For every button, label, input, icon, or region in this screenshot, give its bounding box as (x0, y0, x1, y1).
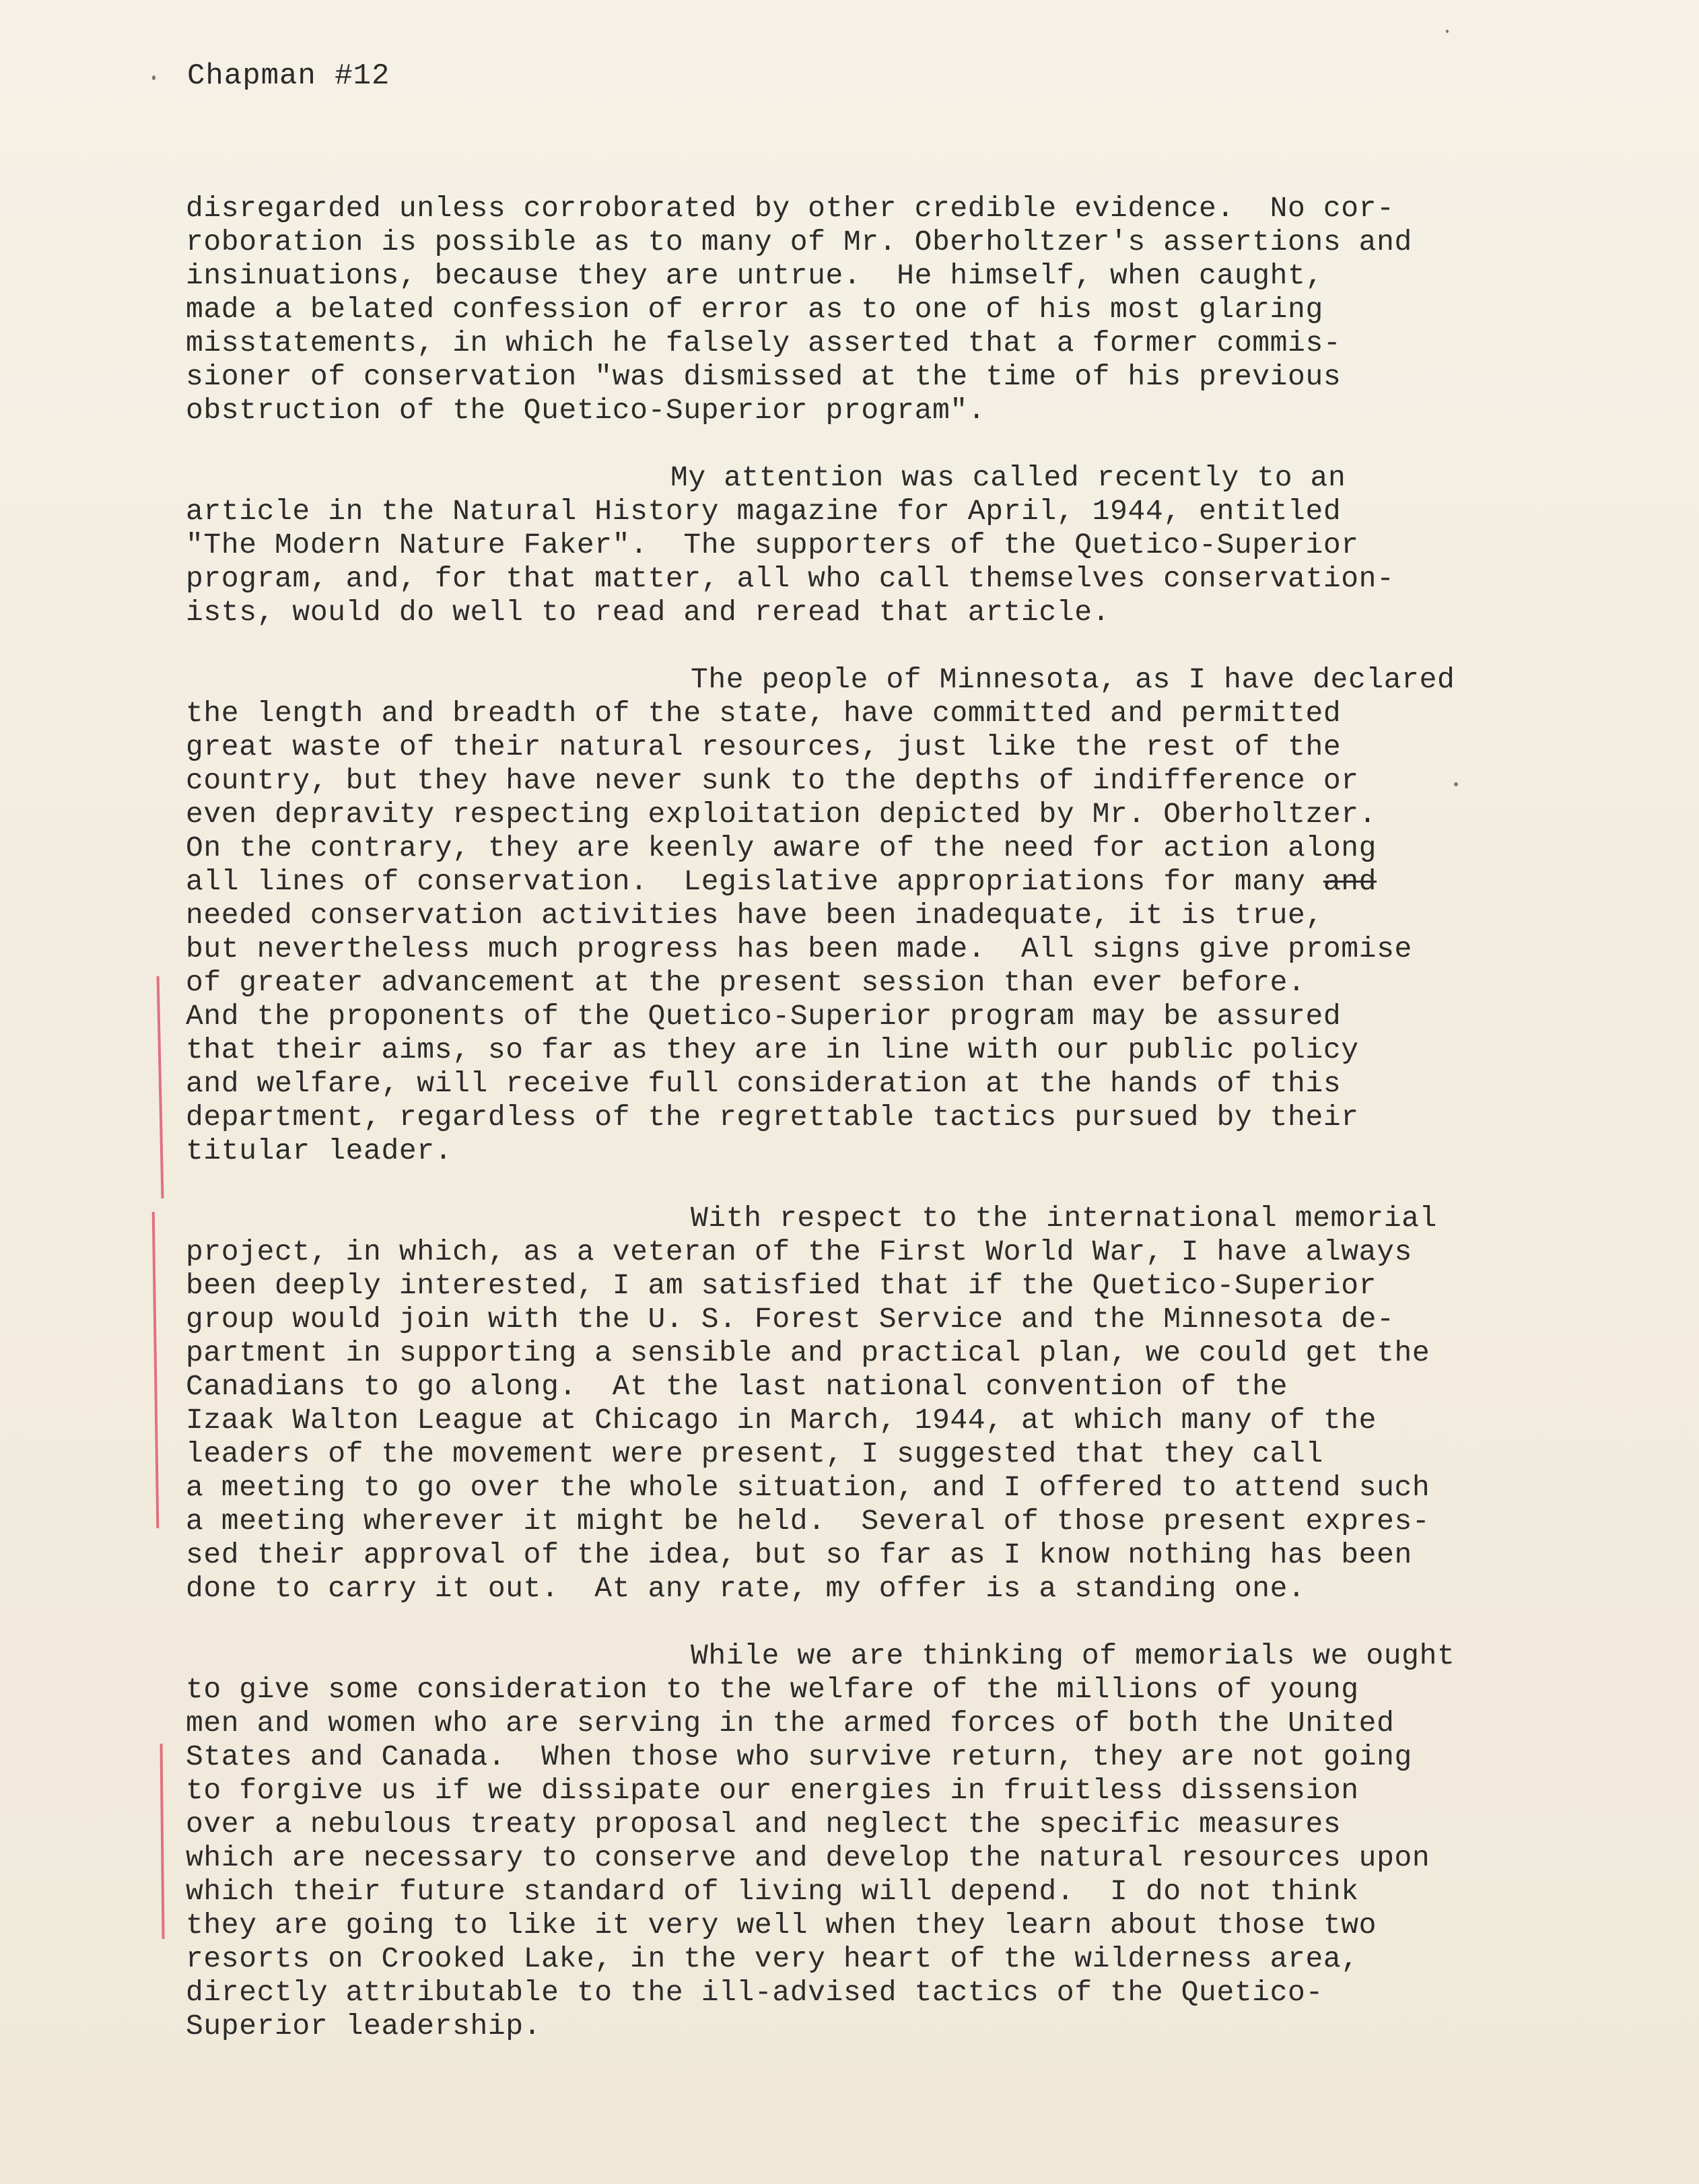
text-line: department, regardless of the regrettable tactics pursued by their (186, 1101, 1359, 1134)
text-line: And the proponents of the Quetico-Superior program may be assured (186, 1000, 1342, 1033)
text-line: misstatements, in which he falsely asserted that a former commis- (186, 327, 1342, 360)
text-line: to forgive us if we dissipate our energies in fruitless dissension (186, 1774, 1359, 1807)
paragraph-gap (186, 629, 1626, 663)
text-line-with-strike (186, 865, 1626, 899)
text-line: even depravity respecting exploitation depicted by Mr. Oberholtzer. (186, 798, 1377, 831)
text-line: a meeting wherever it might be held. Several of those present expres- (186, 1505, 1430, 1538)
text-line: My attention was called recently to an (670, 461, 1346, 494)
text-line: great waste of their natural resources, just like the rest of the (186, 730, 1342, 763)
paper-speck (1446, 30, 1449, 33)
paragraph (186, 663, 1626, 1168)
text-line: country, but they have never sunk to the depths of indifference or (186, 764, 1359, 797)
text-line: directly attributable to the ill-advised tactics of the Quetico- (186, 1976, 1323, 2009)
text-line: a meeting to go over the whole situation, and I offered to attend such (186, 1471, 1430, 1504)
text-line: done to carry it out. At any rate, my offer is a standing one. (186, 1572, 1306, 1605)
text-line: ists, would do well to read and reread that article. (186, 596, 1111, 629)
text-line: sed their approval of the idea, but so far as I know nothing has been (186, 1538, 1412, 1571)
text-line: resorts on Crooked Lake, in the very heart of the wilderness area, (186, 1942, 1359, 1975)
text-line: program, and, for that matter, all who call themselves conservation- (186, 562, 1395, 595)
paragraph-gap (186, 1606, 1626, 1639)
text-line: to give some consideration to the welfare of the millions of young (186, 1673, 1359, 1706)
text-line: Superior leadership. (186, 2010, 542, 2043)
text-line: they are going to like it very well when they learn about those two (186, 1909, 1377, 1942)
text-line: over a nebulous treaty proposal and neglect the specific measures (186, 1808, 1342, 1841)
paragraph (186, 1639, 1626, 2043)
paper-speck (152, 75, 155, 80)
text-line: men and women who are serving in the armed forces of both the United (186, 1707, 1395, 1740)
text-line: but nevertheless much progress has been made. All signs give promise (186, 932, 1412, 965)
text-line: With respect to the international memorial (691, 1202, 1437, 1235)
text-line: obstruction of the Quetico-Superior program". (186, 394, 986, 427)
paragraph-gap (186, 1168, 1626, 1202)
text-line: project, in which, as a veteran of the First World War, I have always (186, 1235, 1412, 1268)
text-line: insinuations, because they are untrue. He himself, when caught, (186, 259, 1323, 292)
text-line: that their aims, so far as they are in line with our public policy (186, 1033, 1359, 1066)
letter-body (186, 192, 1626, 2043)
page-header: Chapman #12 (187, 59, 390, 93)
paragraph (186, 192, 1626, 428)
text-line: the length and breadth of the state, have committed and permitted (186, 697, 1342, 730)
text-line: On the contrary, they are keenly aware of the need for action along (186, 831, 1377, 864)
paragraph-gap (186, 428, 1626, 461)
text-line: of greater advancement at the present session than ever before. (186, 966, 1306, 999)
text-line: titular leader. (186, 1134, 453, 1167)
text-line: needed conservation activities have been inadequate, it is true, (186, 899, 1323, 932)
paragraph (186, 461, 1626, 629)
red-margin-mark (157, 976, 164, 1198)
text-line: which their future standard of living will depend. I do not think (186, 1875, 1359, 1908)
text-line: States and Canada. When those who survive return, they are not going (186, 1740, 1412, 1773)
struck-word: and (1323, 865, 1377, 898)
text-line: Canadians to go along. At the last national convention of the (186, 1370, 1288, 1403)
text-line: While we are thinking of memorials we ought (691, 1639, 1455, 1672)
text-line: which are necessary to conserve and develop the natural resources upon (186, 1841, 1430, 1874)
text-line: been deeply interested, I am satisfied that if the Quetico-Superior (186, 1269, 1377, 1302)
text-line: sioner of conservation "was dismissed at the time of his previous (186, 360, 1342, 393)
text-line: article in the Natural History magazine for April, 1944, entitled (186, 495, 1342, 528)
text-line: partment in supporting a sensible and practical plan, we could get the (186, 1336, 1430, 1369)
text-line: made a belated confession of error as to one of his most glaring (186, 293, 1323, 326)
text-line: roboration is possible as to many of Mr. Oberholtzer's assertions and (186, 226, 1412, 259)
red-margin-mark (152, 1212, 160, 1528)
paragraph (186, 1202, 1626, 1606)
text-line: disregarded unless corroborated by other credible evidence. No cor- (186, 192, 1395, 225)
text-line: The people of Minnesota, as I have declared (691, 663, 1455, 696)
line-text: all lines of conservation. Legislative appropriations for many (186, 865, 1323, 898)
text-line: leaders of the movement were present, I suggested that they call (186, 1437, 1323, 1470)
text-line: Izaak Walton League at Chicago in March, 1944, at which many of the (186, 1404, 1377, 1437)
red-margin-mark (160, 1744, 164, 1939)
text-line: and welfare, will receive full consideration at the hands of this (186, 1067, 1342, 1100)
text-line: group would join with the U. S. Forest Service and the Minnesota de- (186, 1303, 1395, 1336)
text-line: "The Modern Nature Faker". The supporters of the Quetico-Superior (186, 528, 1359, 561)
